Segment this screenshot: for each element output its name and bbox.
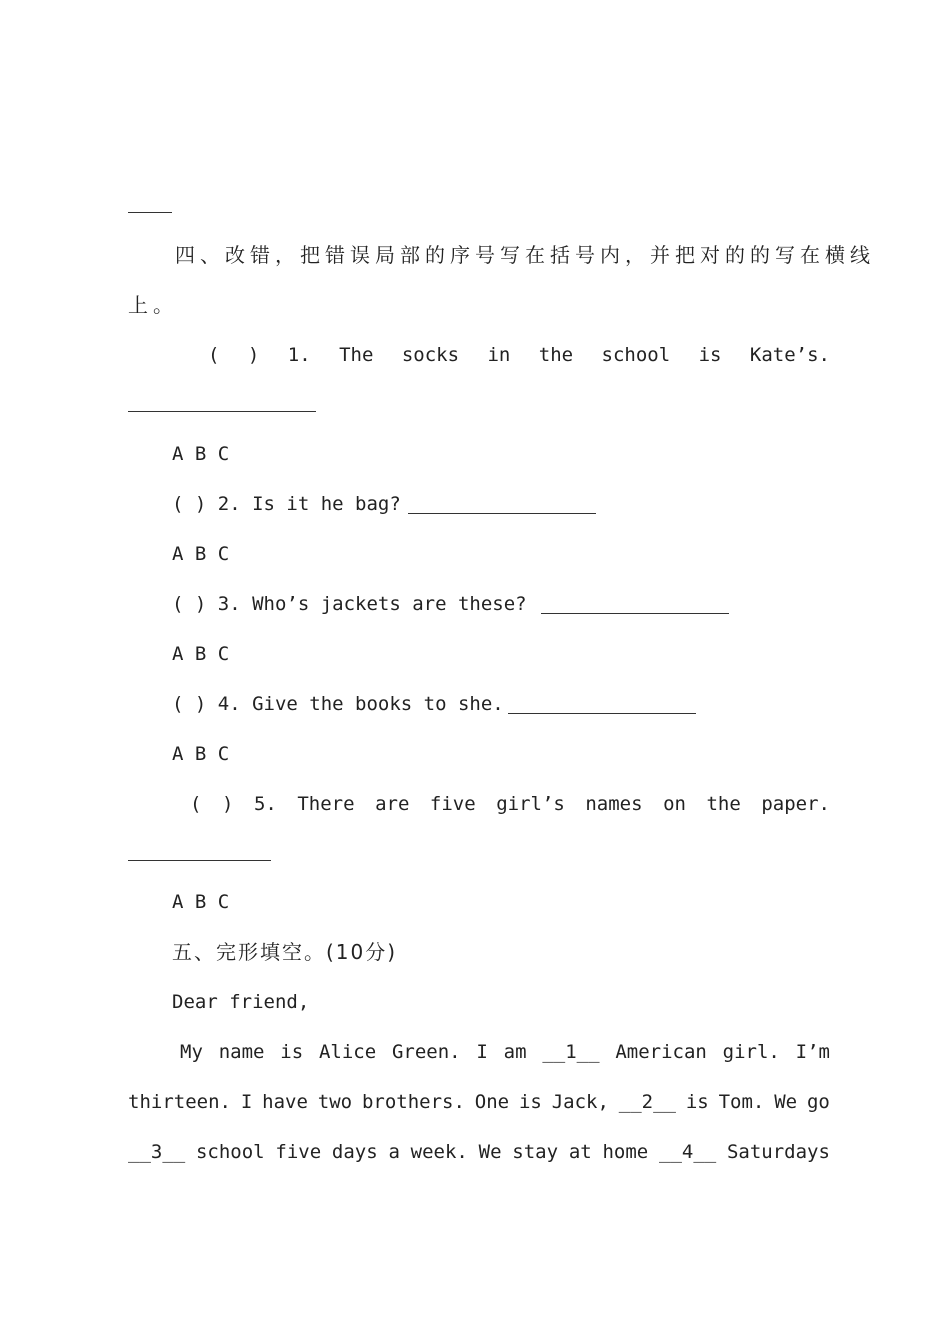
p2-w6: is [518,1091,542,1113]
p1-w3: Alice [318,1041,377,1063]
p3-blank-4: __4__ [659,1141,717,1163]
p3-w3: days [331,1141,378,1163]
answer-blank-5[interactable] [128,860,271,861]
section4-heading-cont: 上。 [128,293,178,317]
q5-w9: the [706,793,741,815]
answer-blank-4[interactable] [508,713,696,714]
p2-w3: two [317,1091,353,1113]
p2-w0: thirteen. [128,1091,231,1113]
q5-w7: names [585,793,643,815]
letter-greeting: Dear friend, [172,991,310,1013]
p1-w4: Green. [391,1041,461,1063]
q1-w0: ( [208,344,220,366]
q5-w2: 5. [253,793,277,815]
paragraph-line-2 [128,1090,830,1114]
p1-w5: I [476,1041,488,1063]
p3-w7: stay [512,1141,559,1163]
p3-w8: at [568,1141,592,1163]
q5-w10: paper. [761,793,830,815]
p2-w7: Jack, [551,1091,609,1113]
q1-w1: ) [247,344,260,366]
q1-w6: the [538,344,574,366]
q1-w8: is [698,344,722,366]
p3-w2: five [275,1141,322,1163]
q1-w5: in [487,344,511,366]
q1-w2: 1. [287,344,311,366]
p3-w11: Saturdays [726,1141,830,1163]
paragraph-line-3 [128,1140,830,1164]
question-4: ( ) 4. Give the books to she. [172,693,504,715]
p2-w4: brothers. [361,1091,465,1113]
question-2: ( ) 2. Is it he bag? [172,493,401,515]
p3-w5: week. [410,1141,468,1163]
answer-blank-3[interactable] [541,613,729,614]
p1-w6: am [503,1041,527,1063]
p2-w9: is [685,1091,709,1113]
p1-w10: I’m [795,1041,830,1063]
choices-3: A B C [172,643,230,665]
p1-w9: girl. [722,1041,780,1063]
q1-w4: socks [401,344,460,366]
q1-w3: The [339,344,374,366]
q5-w1: ) [221,793,234,815]
choices-5: A B C [172,891,230,913]
p3-w4: a [388,1141,400,1163]
p3-w6: We [478,1141,502,1163]
p2-blank-2: __2__ [618,1091,676,1113]
choices-1: A B C [172,443,230,465]
question-3: ( ) 3. Who’s jackets are these? [172,593,527,615]
section5-heading: 五、完形填空。(10分) [172,940,398,964]
q5-w6: girl’s [496,793,565,815]
blank-line-top [128,212,172,213]
paragraph-line-1 [180,1040,830,1064]
question-5 [190,792,830,816]
p1-w1: name [218,1041,265,1063]
choices-4: A B C [172,743,230,765]
p2-w2: have [262,1091,308,1113]
q1-w9: Kate’s. [749,344,830,366]
p3-blank-3: __3__ [128,1141,186,1163]
p2-w5: One [474,1091,510,1113]
p2-w1: I [240,1091,253,1113]
p2-w12: go [806,1091,830,1113]
q5-w5: five [429,793,476,815]
question-1 [208,343,830,367]
p1-w2: is [280,1041,304,1063]
p2-w11: We [774,1091,798,1113]
p1-blank-1: __1__ [542,1041,600,1063]
answer-blank-1[interactable] [128,411,316,412]
q1-w7: school [601,344,671,366]
p2-w10: Tom. [718,1091,765,1113]
q5-w3: There [297,793,355,815]
p1-w0: My [180,1041,203,1063]
section4-heading: 四、改错，把错误局部的序号写在括号内，并把对的的写在横线 [175,243,875,267]
answer-blank-2[interactable] [408,513,596,514]
p3-w1: school [195,1141,265,1163]
p3-w9: home [602,1141,649,1163]
p1-w8: American [615,1041,707,1063]
q5-w0: ( [190,793,202,815]
q5-w4: are [375,793,410,815]
q5-w8: on [663,793,686,815]
choices-2: A B C [172,543,230,565]
